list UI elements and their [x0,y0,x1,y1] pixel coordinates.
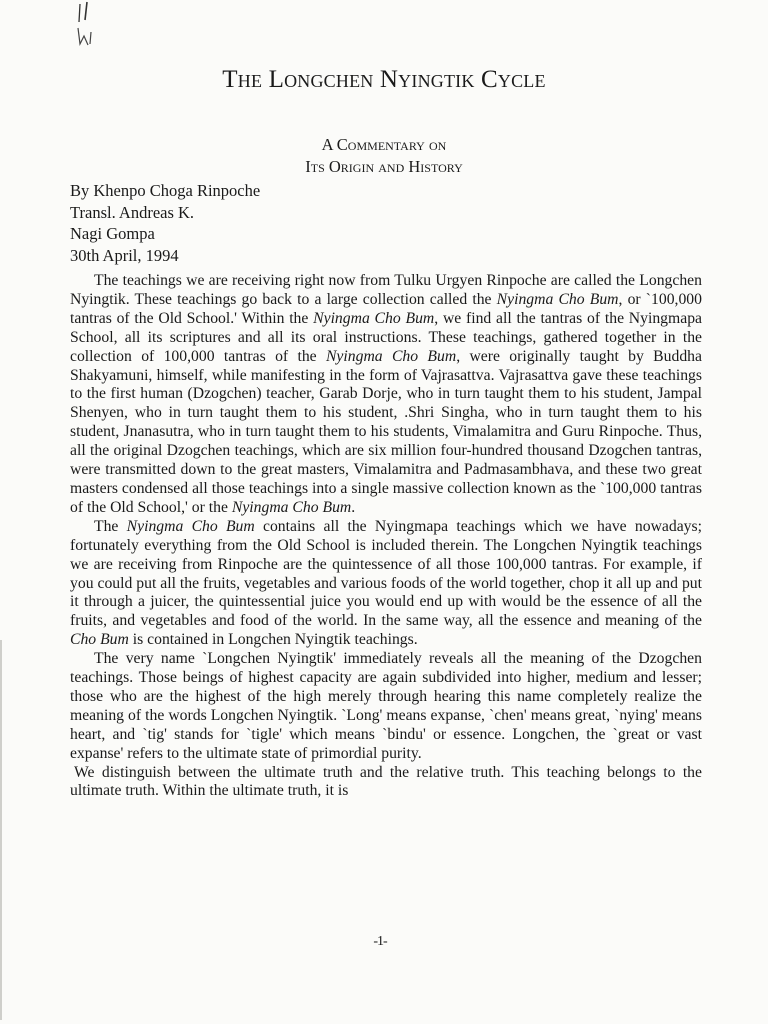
handwritten-margin-mark [66,0,106,60]
text-run: We distinguish between the ultimate truth and the relative truth. This teaching belongs to the ultimate truth. Within the ultimate truth, it is [70,763,702,800]
italic-title-run: Cho Bum [70,631,129,649]
text-run: , we find all the tantras of the Nyingmapa School, all its scriptures and all its oral instructions. These teachings, gathered together in the collection of 100,000 tantras of the [70,309,702,365]
text-run: The teachings we are receiving right now from Tulku Urgyen Rinpoche are called the Longchen Nyingtik. These teachings go back to a large collection called the [70,272,702,308]
subtitle-line: Its Origin and History [305,157,463,176]
byline-translator: Transl. Andreas K. [70,202,195,222]
byline [70,180,260,266]
body-paragraph [70,764,702,802]
italic-title-run: Nyingma Cho Bum [126,517,255,535]
italic-title-run: Nyingma Cho Bum [496,290,619,308]
subtitle-line: A Commentary on [321,135,447,154]
italic-title-run: Nyingma Cho Bum [325,347,457,365]
text-run: The very name `Longchen Nyingtik' immediately reveals all the meaning of the Dzogchen teachings. Those beings of highest capacity are again subdivided into higher, medium and lesser; those who are the highest of the high merely through hearing this name completely realize the meaning of the words Longchen Nyingtik. `Long' means expanse, `chen' means great, `nying' means heart, and `tig' stands for `tigle' which means `bindu' or essence. Longchen, the `great or vast expanse' refers to the ultimate state of primordial purity. [70,650,702,762]
byline-author: By Khenpo Choga Rinpoche [70,181,261,200]
text-run: . [351,498,356,516]
byline-date: 30th April, 1994 [70,245,179,265]
document-title: The Longchen Nyingtik Cycle [222,66,546,93]
text-run: , or `100,000 tantras of the Old School.' Within the [70,290,702,327]
text-run: contains all the Nyingmapa teachings which we have nowadays; fortunately everything from the Old School is included therein. The Longchen Nyingtik teachings we are receiving from Rinpoche are the quintessence of all those 100,000 tantras. For example, if you could put all the fruits, vegetables and various foods of the world together, chop it all up and put it through a juicer, the quintessential juice you would end up with would be the essence of all the fruits, and vegetables and food of the world. In the same way, all the essence and meaning of the [70,517,702,630]
document-subtitle [0,134,768,178]
text-run: is contained in Longchen Nyingtik teachings. [128,631,418,649]
text-run: , were originally taught by Buddha Shakyamuni, himself, while manifesting in the form of Vajrasattva. Vajrasattva gave these teachings to the first human (Dzogchen) teacher, Garab Dorje, who in turn taught them to his student, Jampal Shenyen, who in turn taught them to his student, .Shri Singha, who in turn taught them to his student, Jnanasutra, who in turn taught them to his students, Vimalamitra and Guru Rinpoche. Thus, all the original Dzogchen teachings, which are six million four-hundred thousand Dzogchen tantras, were transmitted down to the great masters, Vimalamitra and Padmasambhava, and these two great masters condensed all those teachings into a single massive collection known as the `100,000 tantras of the Old School,' or the [70,347,702,516]
body-paragraph [70,272,702,518]
page-number: -1- [373,934,387,949]
italic-title-run: Nyingma Cho Bum [313,309,435,327]
body-paragraph [70,650,702,763]
text-run: The [94,517,127,535]
body-text [70,272,702,801]
scan-edge-shadow [0,640,4,1020]
body-paragraph [70,518,702,650]
italic-title-run: Nyingma Cho Bum [231,498,352,516]
byline-location: Nagi Gompa [70,224,155,243]
